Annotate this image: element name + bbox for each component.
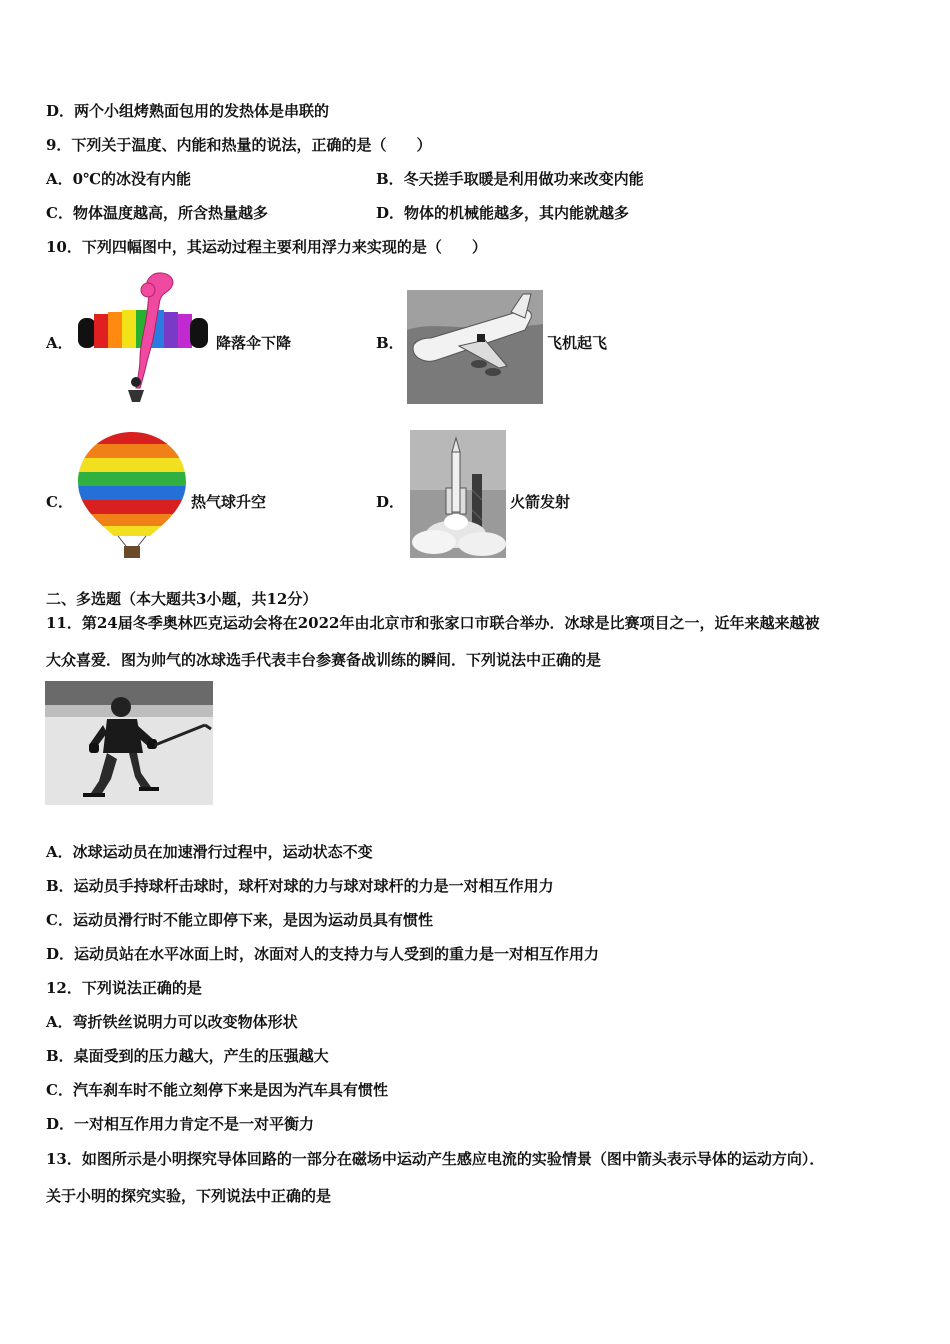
q11-option-a: A．冰球运动员在加速滑行过程中，运动状态不变 [46,843,373,861]
q10-stem: 10．下列四幅图中，其运动过程主要利用浮力来实现的是（ ） [46,238,487,256]
q12-option-c: C．汽车刹车时不能立刻停下来是因为汽车具有惯性 [46,1081,388,1099]
q10-option-b-caption: 飞机起飞 [547,334,608,352]
q11-stem-line2: 大众喜爱．图为帅气的冰球选手代表丰台参赛备战训练的瞬间．下列说法中正确的是 [46,651,602,669]
q10-option-b-letter: B． [376,334,404,352]
q9-option-b: B．冬天搓手取暖是利用做功来改变内能 [376,170,644,188]
hot-air-balloon-icon [74,428,190,562]
q9-option-d: D．物体的机械能越多，其内能就越多 [376,204,630,222]
q12-option-a: A．弯折铁丝说明力可以改变物体形状 [46,1013,298,1031]
q11-option-b: B．运动员手持球杆击球时，球杆对球的力与球对球杆的力是一对相互作用力 [46,877,554,895]
q12-stem: 12．下列说法正确的是 [46,979,202,997]
parachute-icon [74,270,212,404]
section2-title: 二、多选题（本大题共3小题，共12分） [46,590,318,608]
q13-stem-line2: 关于小明的探究实验，下列说法中正确的是 [46,1187,332,1205]
q10-option-c-caption: 热气球升空 [191,493,267,511]
q8-option-d: D．两个小组烤熟面包用的发热体是串联的 [46,102,330,120]
q10-option-a-letter: A． [46,334,73,352]
q10-option-c-letter: C． [46,493,73,511]
q11-option-c: C．运动员滑行时不能立即停下来，是因为运动员具有惯性 [46,911,433,929]
q10-option-a-caption: 降落伞下降 [216,334,292,352]
q11-option-d: D．运动员站在水平冰面上时，冰面对人的支持力与人受到的重力是一对相互作用力 [46,945,600,963]
q10-option-d-letter: D． [376,493,405,511]
q10-option-d-caption: 火箭发射 [510,493,571,511]
rocket-icon [410,430,506,558]
q9-option-c: C．物体温度越高，所含热量越多 [46,204,268,222]
ice-hockey-player-photo [45,681,213,805]
q11-stem-line1: 11．第24届冬季奥林匹克运动会将在2022年由北京市和张家口市联合举办．冰球是比赛项目之一，近年来越来越被 [46,614,820,632]
q12-option-d: D．一对相互作用力肯定不是一对平衡力 [46,1115,315,1133]
q9-option-a: A．0℃的冰没有内能 [46,170,192,188]
q12-option-b: B．桌面受到的压力越大，产生的压强越大 [46,1047,329,1065]
airplane-icon [407,290,543,404]
q9-stem: 9．下列关于温度、内能和热量的说法，正确的是（ ） [46,136,432,154]
q13-stem-line1: 13．如图所示是小明探究导体回路的一部分在磁场中运动产生感应电流的实验情景（图中箭头表示导体的运动方向）． [46,1150,825,1168]
